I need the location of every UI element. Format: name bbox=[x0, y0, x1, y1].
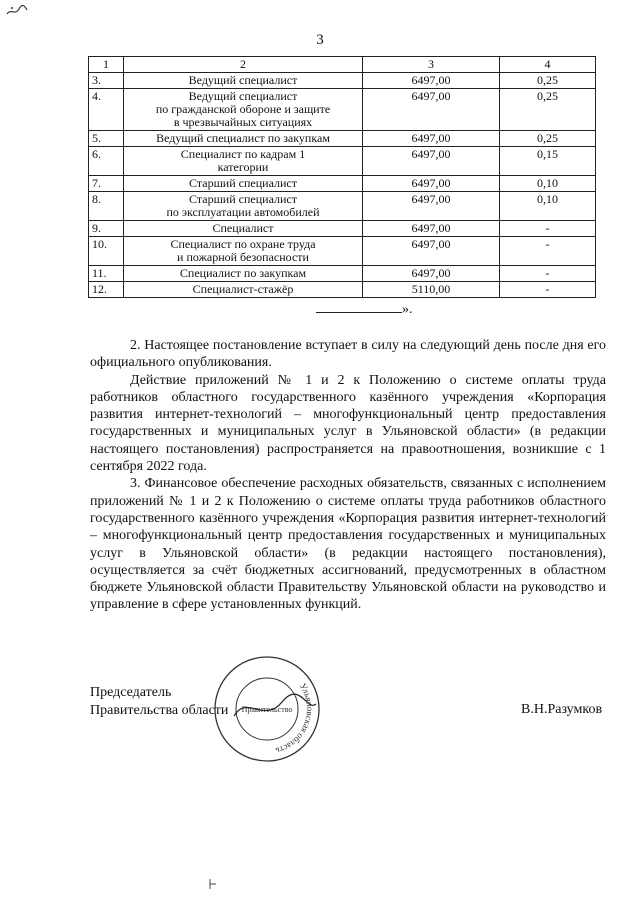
table-row bbox=[89, 192, 596, 221]
table-closing-line bbox=[316, 301, 413, 318]
rate-cell: 0,25 bbox=[500, 73, 596, 89]
rate-cell: - bbox=[500, 237, 596, 266]
table-row bbox=[89, 147, 596, 176]
position-cell: Ведущий специалист по гражданской обороне и защите в чрезвычайных ситуациях bbox=[124, 89, 363, 131]
table-row bbox=[89, 237, 596, 266]
row-number-cell: 11. bbox=[89, 266, 124, 282]
scan-corner-mark bbox=[6, 4, 28, 18]
row-number-cell: 12. bbox=[89, 282, 124, 298]
signatory-name: В.Н.Разумков bbox=[521, 702, 603, 717]
position-cell: Специалист по охране труда и пожарной безопасности bbox=[124, 237, 363, 266]
closing-quote: ». bbox=[402, 302, 413, 317]
scan-bottom-mark bbox=[208, 878, 218, 890]
table-row bbox=[89, 221, 596, 237]
row-number-cell: 6. bbox=[89, 147, 124, 176]
rate-cell: 0,25 bbox=[500, 89, 596, 131]
table-row bbox=[89, 282, 596, 298]
salary-cell: 6497,00 bbox=[363, 131, 500, 147]
table-header-cell: 4 bbox=[500, 57, 596, 73]
resolution-body bbox=[90, 337, 606, 614]
staff-rates-table bbox=[88, 56, 596, 298]
salary-cell: 5110,00 bbox=[363, 282, 500, 298]
salary-cell: 6497,00 bbox=[363, 192, 500, 221]
table-row bbox=[89, 176, 596, 192]
row-number-cell: 9. bbox=[89, 221, 124, 237]
page-number: 3 bbox=[316, 32, 324, 48]
position-cell: Специалист по закупкам bbox=[124, 266, 363, 282]
table-row bbox=[89, 89, 596, 131]
rate-cell: 0,10 bbox=[500, 192, 596, 221]
row-number-cell: 4. bbox=[89, 89, 124, 131]
signatory-title bbox=[90, 684, 228, 720]
position-cell: Ведущий специалист bbox=[124, 73, 363, 89]
row-number-cell: 5. bbox=[89, 131, 124, 147]
table-header-row bbox=[89, 57, 596, 73]
table-row bbox=[89, 73, 596, 89]
table-header-cell: 2 bbox=[124, 57, 363, 73]
paragraph: 3. Финансовое обеспечение расходных обязательств, связанных с исполнением приложений № 1 и 2 к Положению о системе оплаты труда работников областного государственного казённого учреждения «Корпорация развития интернет-технологий – многофункциональный центр предоставления государственных и муниципальных услуг в Ульяновской области» (в редакции настоящего постановления), осуществляется за счёт бюджетных ассигнований, предусмотренных в областном бюджете Ульяновской области Правительству Ульяновской области на руководство и управление в сфере установленных функций. bbox=[90, 476, 606, 613]
position-cell: Старший специалист по эксплуатации автомобилей bbox=[124, 192, 363, 221]
table-header-cell: 3 bbox=[363, 57, 500, 73]
official-seal-stamp bbox=[212, 654, 322, 764]
position-cell: Старший специалист bbox=[124, 176, 363, 192]
paragraph: Действие приложений № 1 и 2 к Положению о системе оплаты труда работников областного государственного казённого учреждения «Корпорация развития интернет-технологий – многофункциональный центр предоставления государственных и муниципальных услуг в Ульяновской области» (в редакции настоящего постановления) распространяется на правоотношения, возникшие с 1 сентября 2022 года. bbox=[90, 372, 606, 475]
rate-cell: 0,25 bbox=[500, 131, 596, 147]
row-number-cell: 10. bbox=[89, 237, 124, 266]
paragraph: 2. Настоящее постановление вступает в силу на следующий день после дня его официального опубликования. bbox=[90, 338, 606, 371]
salary-cell: 6497,00 bbox=[363, 266, 500, 282]
row-number-cell: 8. bbox=[89, 192, 124, 221]
signatory-title-line: Правительства области bbox=[90, 703, 229, 718]
rate-cell: 0,15 bbox=[500, 147, 596, 176]
row-number-cell: 3. bbox=[89, 73, 124, 89]
salary-cell: 6497,00 bbox=[363, 237, 500, 266]
rate-cell: - bbox=[500, 282, 596, 298]
position-cell: Специалист bbox=[124, 221, 363, 237]
position-cell: Ведущий специалист по закупкам bbox=[124, 131, 363, 147]
svg-text:Ульяновская область bbox=[275, 681, 315, 756]
signatory-title-line: Председатель bbox=[90, 685, 172, 700]
table-row bbox=[89, 131, 596, 147]
row-number-cell: 7. bbox=[89, 176, 124, 192]
rate-cell: - bbox=[500, 221, 596, 237]
table-header-cell: 1 bbox=[89, 57, 124, 73]
position-cell: Специалист по кадрам 1 категории bbox=[124, 147, 363, 176]
blank-rule bbox=[316, 301, 402, 313]
seal-center-text: Правительство bbox=[241, 705, 293, 714]
seal-ring-text: Ульяновская область bbox=[274, 681, 316, 756]
rate-cell: 0,10 bbox=[500, 176, 596, 192]
salary-cell: 6497,00 bbox=[363, 73, 500, 89]
table-row bbox=[89, 266, 596, 282]
rate-cell: - bbox=[500, 266, 596, 282]
salary-cell: 6497,00 bbox=[363, 89, 500, 131]
salary-cell: 6497,00 bbox=[363, 147, 500, 176]
position-cell: Специалист-стажёр bbox=[124, 282, 363, 298]
salary-cell: 6497,00 bbox=[363, 221, 500, 237]
salary-cell: 6497,00 bbox=[363, 176, 500, 192]
